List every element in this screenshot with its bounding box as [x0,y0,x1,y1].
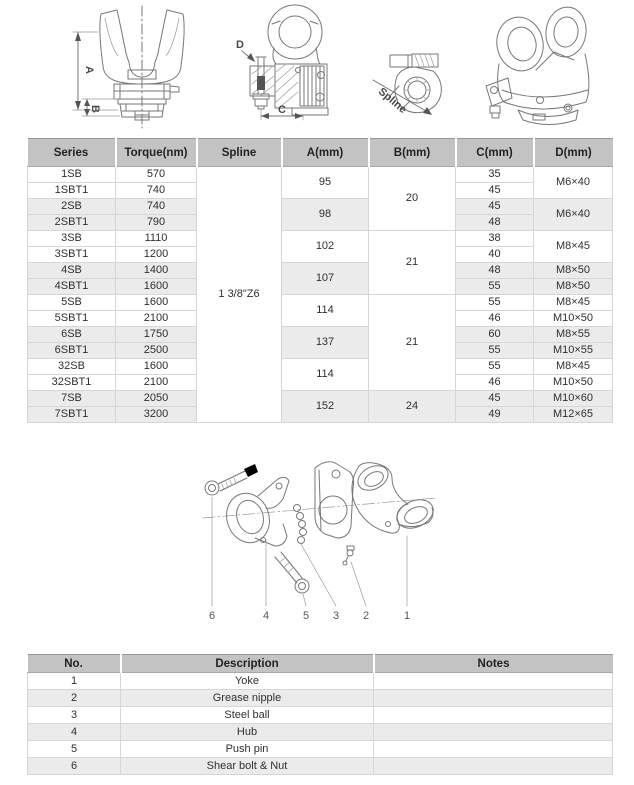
spline-label: Spline [375,85,409,116]
c-cell: 55 [456,359,534,375]
d-cell: M10×55 [534,343,613,359]
torque-cell: 1750 [116,327,197,343]
torque-cell: 1600 [116,279,197,295]
dim-b-label: B [89,105,101,113]
notes-cell [374,673,613,690]
d-cell: M6×40 [534,167,613,199]
description-cell: Grease nipple [121,690,374,707]
b-cell: 21 [369,295,456,391]
dim-c-label: C [278,104,286,116]
series-cell: 6SBT1 [28,343,116,359]
a-cell: 137 [282,327,369,359]
torque-cell: 790 [116,215,197,231]
a-cell: 114 [282,295,369,327]
yoke-section-view-drawing [228,0,336,128]
torque-cell: 1400 [116,263,197,279]
series-cell: 1SBT1 [28,183,116,199]
c-cell: 48 [456,263,534,279]
torque-cell: 1600 [116,295,197,311]
d-cell: M6×40 [534,199,613,231]
torque-cell: 2100 [116,375,197,391]
c-cell: 40 [456,247,534,263]
c-cell: 46 [456,375,534,391]
torque-cell: 2500 [116,343,197,359]
callout-3: 3 [332,610,340,622]
spline-hub-drawing [363,38,455,126]
header-torque: Torque(nm) [116,139,197,167]
notes-cell [374,690,613,707]
series-cell: 2SBT1 [28,215,116,231]
series-cell: 7SB [28,391,116,407]
series-cell: 6SB [28,327,116,343]
torque-cell: 1110 [116,231,197,247]
parts-header-row [28,655,613,673]
torque-cell: 2050 [116,391,197,407]
a-cell: 102 [282,231,369,263]
exploded-assembly-diagram [145,438,465,626]
no-cell: 5 [28,741,121,758]
c-cell: 45 [456,391,534,407]
b-cell: 20 [369,167,456,231]
parts-row [28,758,613,775]
callout-4: 4 [262,610,270,622]
header-series: Series [28,139,116,167]
series-cell: 32SBT1 [28,375,116,391]
no-cell: 1 [28,673,121,690]
d-cell: M8×45 [534,295,613,311]
series-cell: 5SB [28,295,116,311]
c-cell: 45 [456,183,534,199]
callout-6: 6 [208,610,216,622]
no-cell: 4 [28,724,121,741]
torque-cell: 740 [116,183,197,199]
header-no: No. [28,655,121,673]
series-cell: 3SB [28,231,116,247]
callout-1: 1 [403,610,411,622]
d-cell: M8×50 [534,263,613,279]
table-row [28,327,613,343]
d-cell: M8×45 [534,231,613,263]
b-cell: 24 [369,391,456,423]
yoke-front-view-drawing [28,4,190,132]
callout-5: 5 [302,610,310,622]
no-cell: 6 [28,758,121,775]
c-cell: 46 [456,311,534,327]
yoke-perspective-drawing [478,2,626,130]
series-cell: 3SBT1 [28,247,116,263]
header-spline: Spline [197,139,282,167]
header-notes: Notes [374,655,613,673]
no-cell: 3 [28,707,121,724]
parts-row [28,673,613,690]
c-cell: 55 [456,279,534,295]
callout-2: 2 [362,610,370,622]
c-cell: 45 [456,199,534,215]
a-cell: 114 [282,359,369,391]
table-row [28,231,613,247]
header-description: Description [121,655,374,673]
d-cell: M10×50 [534,375,613,391]
header-c: C(mm) [456,139,534,167]
table-row [28,263,613,279]
spline-cell: 1 3/8"Z6 [197,167,282,423]
notes-cell [374,741,613,758]
b-cell: 21 [369,231,456,295]
series-cell: 5SBT1 [28,311,116,327]
table-row [28,295,613,311]
parts-row [28,741,613,758]
torque-cell: 3200 [116,407,197,423]
header-d: D(mm) [534,139,613,167]
dim-d-label: D [236,39,244,51]
d-cell: M8×45 [534,359,613,375]
series-cell: 4SB [28,263,116,279]
parts-table [27,654,613,775]
parts-row [28,707,613,724]
table-row [28,359,613,375]
d-cell: M8×50 [534,279,613,295]
c-cell: 55 [456,295,534,311]
series-cell: 4SBT1 [28,279,116,295]
d-cell: M10×60 [534,391,613,407]
no-cell: 2 [28,690,121,707]
a-cell: 95 [282,167,369,199]
c-cell: 48 [456,215,534,231]
torque-cell: 570 [116,167,197,183]
description-cell: Push pin [121,741,374,758]
parts-row [28,690,613,707]
torque-cell: 740 [116,199,197,215]
notes-cell [374,724,613,741]
a-cell: 98 [282,199,369,231]
a-cell: 152 [282,391,369,423]
header-a: A(mm) [282,139,369,167]
torque-cell: 1600 [116,359,197,375]
series-cell: 7SBT1 [28,407,116,423]
table-row [28,391,613,407]
spec-table [27,138,613,423]
description-cell: Shear bolt & Nut [121,758,374,775]
series-cell: 32SB [28,359,116,375]
spec-header-row [28,139,613,167]
dim-a-label: A [83,66,95,74]
c-cell: 55 [456,343,534,359]
table-row [28,199,613,215]
c-cell: 49 [456,407,534,423]
description-cell: Steel ball [121,707,374,724]
d-cell: M12×65 [534,407,613,423]
description-cell: Yoke [121,673,374,690]
c-cell: 60 [456,327,534,343]
table-row [28,167,613,183]
c-cell: 35 [456,167,534,183]
header-b: B(mm) [369,139,456,167]
series-cell: 2SB [28,199,116,215]
c-cell: 38 [456,231,534,247]
d-cell: M8×55 [534,327,613,343]
series-cell: 1SB [28,167,116,183]
notes-cell [374,707,613,724]
a-cell: 107 [282,263,369,295]
torque-cell: 2100 [116,311,197,327]
notes-cell [374,758,613,775]
d-cell: M10×50 [534,311,613,327]
torque-cell: 1200 [116,247,197,263]
parts-row [28,724,613,741]
description-cell: Hub [121,724,374,741]
